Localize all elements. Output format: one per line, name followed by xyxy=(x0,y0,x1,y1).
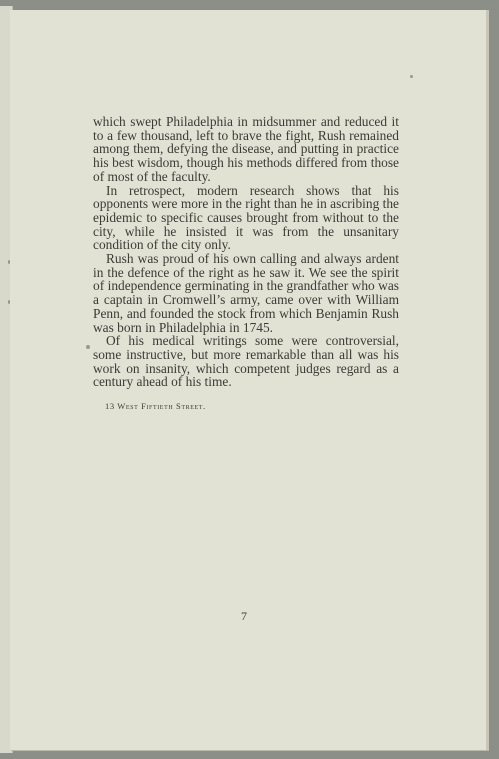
paper-speck xyxy=(410,75,413,78)
body-text xyxy=(93,115,399,389)
author-address: 13 West Fiftieth Street. xyxy=(105,401,206,411)
paragraph-3: Rush was proud of his own calling and always ardent in the defence of the right as he saw it. We see the spirit of independence germinating in the grandfather who was a captain in Cromwell’s army, came over with William Penn, and founded the stock from which Benjamin Rush was born in Philadelphia in 1745. xyxy=(93,251,399,335)
paragraph-1: which swept Philadelphia in midsummer and reduced it to a few thousand, left to brave the fight, Rush remained among them, defying the disease, and putting in practice his best wisdom, though his methods differed from those of most of the faculty. xyxy=(93,114,399,184)
page-number: 7 xyxy=(241,609,247,623)
page-edge-shadow xyxy=(486,10,489,750)
paper-speck xyxy=(8,300,10,304)
paragraph-4: Of his medical writings some were controversial, some instructive, but more remarkable than all was his work on insanity, which competent judges regard as a century ahead of his time. xyxy=(93,333,399,390)
paper-speck xyxy=(8,260,10,264)
paper-speck xyxy=(86,345,90,349)
paragraph-2: In retrospect, modern research shows that his opponents were more in the right than he in ascribing the epidemic to specific causes brought from without to the city, while he insisted it was from the unsanitary condition of the city only. xyxy=(93,182,399,253)
